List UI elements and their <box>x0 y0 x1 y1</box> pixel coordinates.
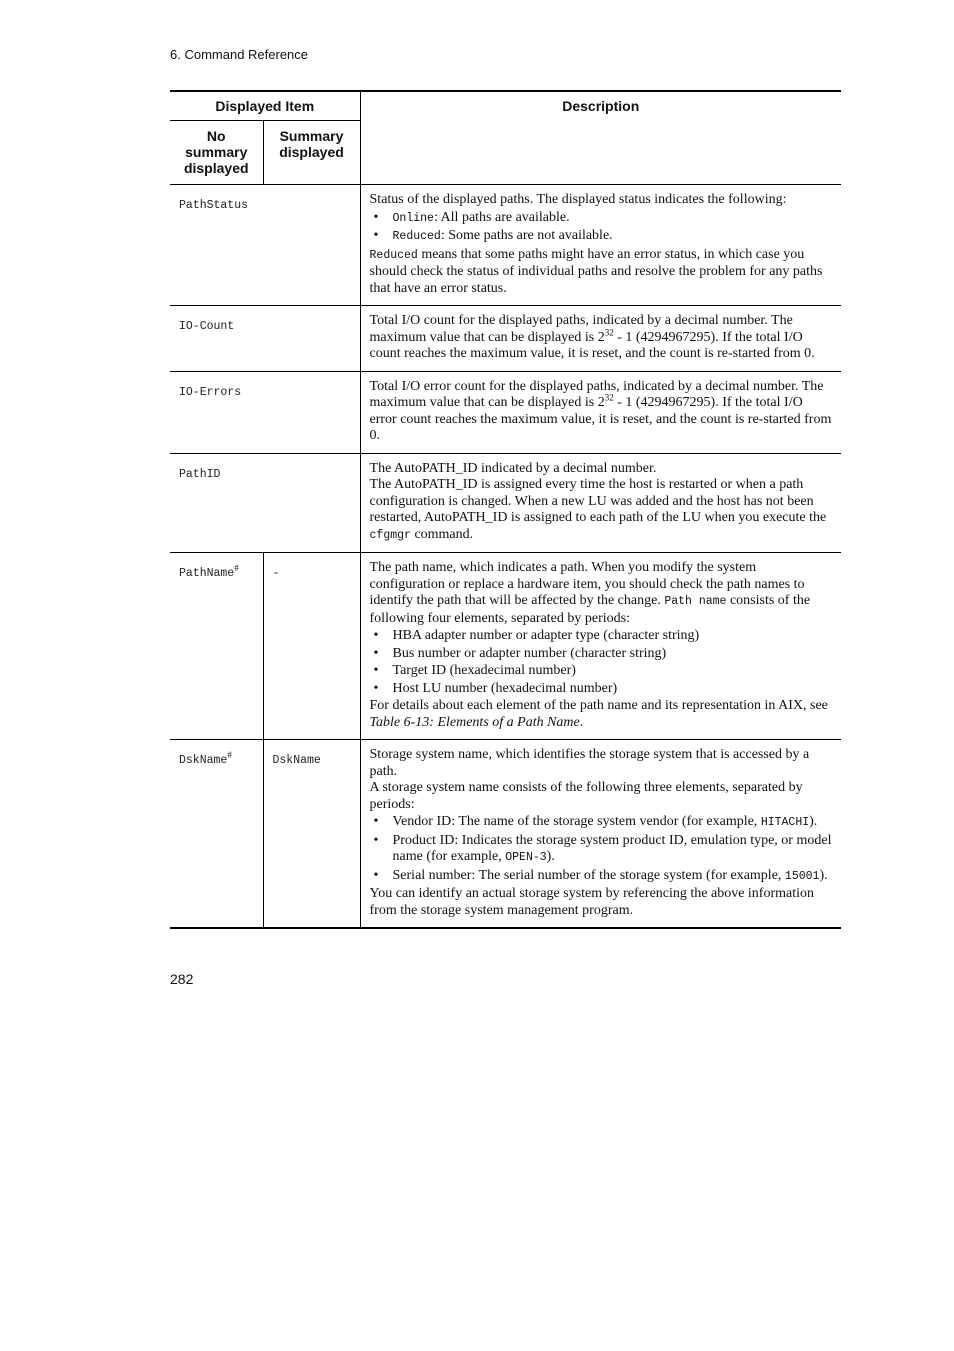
table-reference: Table 6-13: Elements of a Path Name <box>369 714 580 730</box>
list-item <box>370 228 833 246</box>
desc-text: : Some paths are not available. <box>440 228 613 243</box>
summary-dskname: DskName <box>263 740 360 929</box>
item-label: DskName <box>179 754 228 767</box>
code-reduced: Reduced <box>392 230 441 243</box>
summary-pathname: - <box>263 553 360 740</box>
code-serial: 15001 <box>784 869 820 883</box>
desc-text: Product ID: Indicates the storage system product ID, emulation type, or model name (for example, <box>392 832 832 864</box>
table-row-pathid <box>170 453 841 553</box>
code-reduced: Reduced <box>369 248 418 262</box>
item-pathstatus: PathStatus <box>170 185 360 306</box>
item-pathname <box>170 553 263 740</box>
list-item <box>370 210 833 228</box>
table-row-dskname <box>170 740 841 929</box>
desc-text: - 1 (4294967295). If the total I/O count reaches the maximum value, it is reset, and the count is re-started from 0. <box>369 329 815 361</box>
desc-text: ). <box>546 849 555 864</box>
desc-text: The path name, which indicates a path. When you modify the system configuration or replace a hardware item, you should check the path names to identify the path that will be affected by the change. <box>369 560 805 608</box>
desc-text: command. <box>410 526 474 542</box>
desc-text: The AutoPATH_ID indicated by a decimal number. <box>369 460 657 476</box>
table-row-pathstatus <box>170 185 841 306</box>
item-ioerrors: IO-Errors <box>170 371 360 453</box>
desc-text: The AutoPATH_ID is assigned every time the host is restarted or when a path configuration is changed. When a new LU was added and the host has not been restarted, AutoPATH_ID is assigned to each path of the LU when you execute the <box>369 477 827 525</box>
desc-text: consists of the following four elements, separated by periods: <box>369 593 811 626</box>
header-summary: Summary displayed <box>263 121 360 185</box>
desc-text: ). <box>819 867 828 883</box>
page-number: 282 <box>170 971 194 987</box>
footnote-mark: # <box>227 750 232 761</box>
desc-text: Total I/O count for the displayed paths, indicated by a decimal number. The maximum value that can be displayed is 2 <box>369 313 793 345</box>
list-item: • Bus number or adapter number (character string) <box>370 646 833 663</box>
code-vendor: HITACHI <box>760 816 810 829</box>
desc-text: Storage system name, which identifies the storage system that is accessed by a path. <box>369 747 810 779</box>
exponent: 32 <box>604 326 614 337</box>
desc-pathid <box>360 453 841 553</box>
code-product: OPEN-3 <box>505 851 547 864</box>
list-item <box>370 868 833 886</box>
list-item <box>370 814 833 832</box>
running-head: 6. Command Reference <box>170 47 309 62</box>
desc-text: You can identify an actual storage system by referencing the above information from the storage system management program. <box>369 886 815 918</box>
desc-text: A storage system name consists of the following three elements, separated by periods: <box>369 780 803 812</box>
header-no-summary: No summary displayed <box>170 121 263 185</box>
code-online: Online <box>392 211 434 225</box>
list-item <box>370 833 833 867</box>
list-item: • Host LU number (hexadecimal number) <box>370 681 833 698</box>
list-item: • HBA adapter number or adapter type (character string) <box>370 628 833 645</box>
desc-text: : All paths are available. <box>433 209 570 225</box>
desc-text: - 1 (4294967295). If the total I/O error count reaches the maximum value, it is reset, and the count is re-started from 0. <box>369 395 832 443</box>
desc-pathstatus <box>360 185 841 306</box>
desc-pathname <box>360 553 841 740</box>
desc-text: For details about each element of the path name and its representation in AIX, see <box>369 698 828 713</box>
desc-text: Serial number: The serial number of the storage system (for example, <box>392 867 785 883</box>
exponent: 32 <box>604 392 614 403</box>
code-cfgmgr: cfgmgr <box>369 528 411 542</box>
footnote-mark: # <box>234 563 239 574</box>
desc-text: Status of the displayed paths. The displayed status indicates the following: <box>369 192 787 207</box>
desc-iocount <box>360 306 841 372</box>
desc-text: means that some paths might have an error status, in which case you should check the status of individual paths and resolve the problem for any paths that have an error status. <box>369 246 823 296</box>
item-label: PathName <box>179 567 235 580</box>
desc-dskname <box>360 740 841 929</box>
table-row-ioerrors <box>170 371 841 453</box>
code-path-name: Path name <box>664 595 727 608</box>
desc-text: . <box>579 714 584 730</box>
table-row-iocount <box>170 306 841 372</box>
desc-text: Total I/O error count for the displayed paths, indicated by a decimal number. The maximum value that can be displayed is 2 <box>369 378 824 410</box>
desc-text: ). <box>809 814 818 829</box>
desc-text: Vendor ID: The name of the storage system vendor (for example, <box>392 814 761 829</box>
header-description: Description <box>360 91 841 185</box>
desc-ioerrors <box>360 371 841 453</box>
table-row-pathname <box>170 553 841 740</box>
item-dskname <box>170 740 263 929</box>
item-iocount: IO-Count <box>170 306 360 372</box>
displayed-items-table <box>170 90 841 929</box>
header-displayed-item: Displayed Item <box>170 91 360 121</box>
item-pathid: PathID <box>170 453 360 553</box>
list-item: • Target ID (hexadecimal number) <box>370 663 833 680</box>
